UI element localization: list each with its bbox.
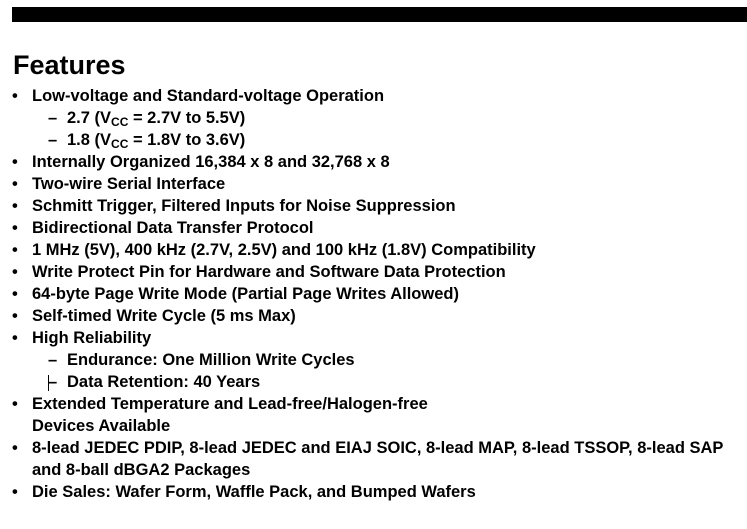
feature-die-sales	[12, 481, 747, 503]
feature-text: 8-lead JEDEC PDIP, 8-lead JEDEC and EIAJ SOIC, 8-lead MAP, 8-lead TSSOP, 8-lead SAP and 8-ball dBGA2 Packages	[32, 439, 724, 479]
bullet: •	[12, 197, 18, 215]
subfeature-2-7v	[12, 107, 747, 129]
feature-text: Internally Organized 16,384 x 8 and 32,768 x 8	[32, 153, 390, 171]
feature-text: Die Sales: Wafer Form, Waffle Pack, and Bumped Wafers	[32, 483, 476, 501]
bullet: •	[12, 483, 18, 501]
header-bar	[12, 7, 747, 22]
feature-packages	[12, 437, 747, 481]
feature-schmitt-trigger	[12, 195, 747, 217]
subfeature-1-8v	[12, 129, 747, 151]
features-list	[12, 85, 747, 503]
feature-organization	[12, 151, 747, 173]
feature-text: Two-wire Serial Interface	[32, 175, 226, 193]
feature-text: Bidirectional Data Transfer Protocol	[32, 219, 314, 237]
feature-text: Self-timed Write Cycle (5 ms Max)	[32, 307, 296, 325]
dash: –	[48, 351, 58, 369]
subfeature-retention	[12, 371, 747, 393]
bullet: •	[12, 87, 18, 105]
feature-text: 64-byte Page Write Mode (Partial Page Writes Allowed)	[32, 285, 459, 303]
feature-write-cycle	[12, 305, 747, 327]
dash: –	[48, 109, 58, 127]
subfeature-text-prefix: 2.7 (V	[67, 109, 112, 127]
subfeature-text-prefix: 1.8 (V	[67, 131, 112, 149]
feature-text: High Reliability	[32, 329, 152, 347]
bullet: •	[12, 175, 18, 193]
feature-text: Write Protect Pin for Hardware and Software Data Protection	[32, 263, 506, 281]
bullet: •	[12, 153, 18, 171]
feature-temperature	[12, 393, 492, 437]
subscript-cc: CC	[111, 137, 129, 151]
bullet: •	[12, 241, 18, 259]
feature-text: Extended Temperature and Lead-free/Halogen-free Devices Available	[32, 395, 428, 435]
feature-page-write	[12, 283, 747, 305]
subfeature-text-suffix: = 2.7V to 5.5V)	[128, 109, 246, 127]
feature-bidirectional-protocol	[12, 217, 747, 239]
bullet: •	[12, 219, 18, 237]
feature-write-protect	[12, 261, 747, 283]
subfeature-endurance	[12, 349, 747, 371]
feature-compatibility	[12, 239, 747, 261]
feature-text: Low-voltage and Standard-voltage Operation	[32, 87, 385, 105]
bullet: •	[12, 395, 18, 413]
feature-reliability	[12, 327, 747, 349]
bullet: •	[12, 439, 18, 457]
subfeature-text-suffix: = 1.8V to 3.6V)	[128, 131, 246, 149]
bullet: •	[12, 263, 18, 281]
feature-serial-interface	[12, 173, 747, 195]
dash: –	[48, 373, 58, 391]
feature-text: Schmitt Trigger, Filtered Inputs for Noise Suppression	[32, 197, 456, 215]
bullet: •	[12, 329, 18, 347]
subfeature-text: Data Retention: 40 Years	[67, 373, 261, 391]
feature-voltage-operation	[12, 85, 747, 107]
feature-text: 1 MHz (5V), 400 kHz (2.7V, 2.5V) and 100 kHz (1.8V) Compatibility	[32, 241, 536, 259]
subscript-cc: CC	[111, 115, 129, 129]
bullet: •	[12, 285, 18, 303]
dash: –	[48, 131, 58, 149]
page-title: Features	[13, 50, 126, 80]
bullet: •	[12, 307, 18, 325]
subfeature-text: Endurance: One Million Write Cycles	[67, 351, 355, 369]
